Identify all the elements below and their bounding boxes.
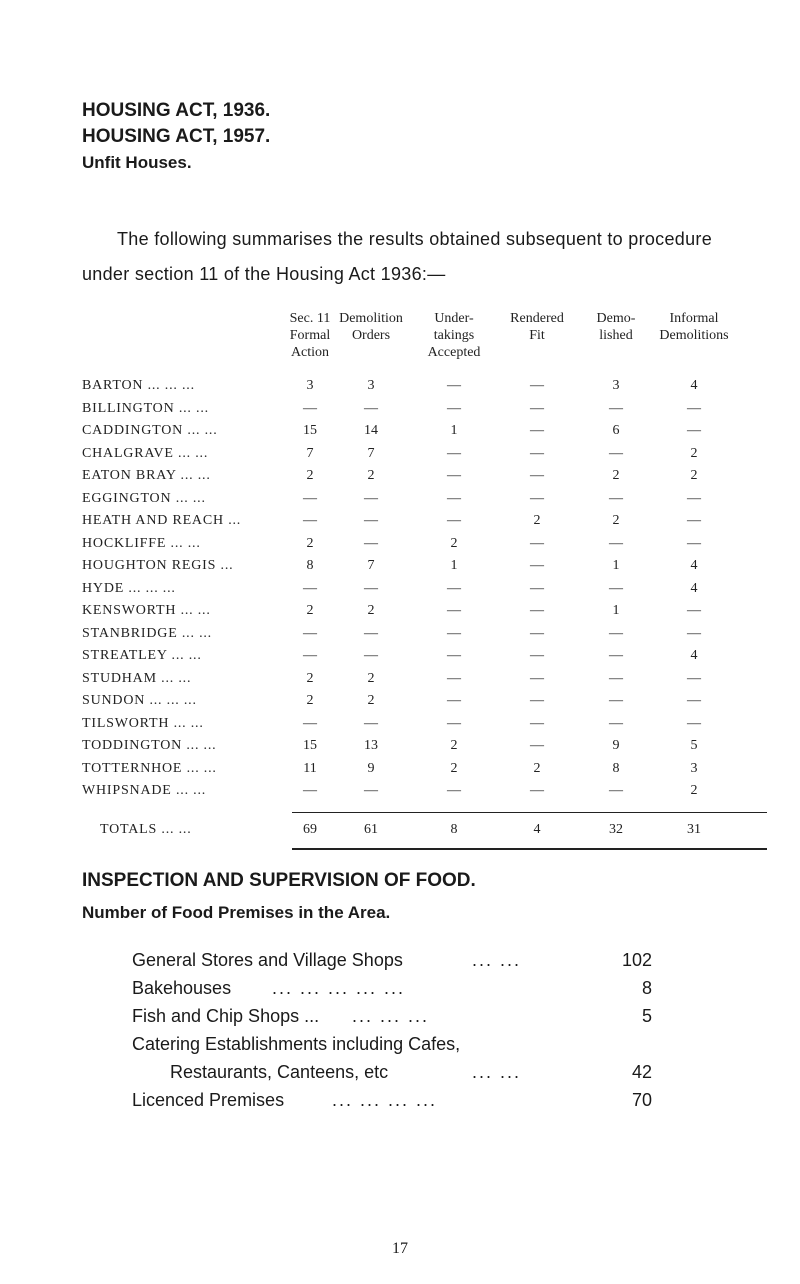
food-premises-item bbox=[132, 1006, 652, 1034]
table-cell: — bbox=[530, 558, 544, 573]
table-cell: — bbox=[530, 715, 544, 731]
table-row bbox=[82, 513, 772, 535]
table-cell: — bbox=[687, 670, 701, 686]
table-row bbox=[82, 738, 772, 760]
table-cell: — bbox=[530, 535, 544, 551]
column-header-line: Orders bbox=[351, 328, 391, 343]
row-leader-dots: ... ... ... bbox=[128, 580, 176, 596]
table-cell: 9 bbox=[612, 738, 620, 753]
table-cell: — bbox=[364, 648, 378, 663]
row-name-text: TOTTERNHOE bbox=[82, 760, 183, 776]
row-leader-dots: ... ... bbox=[186, 738, 217, 753]
table-row bbox=[82, 716, 772, 738]
heading-housing-act-1957: HOUSING ACT, 1957. bbox=[82, 126, 271, 147]
table-cell: — bbox=[447, 693, 461, 708]
food-premises-count: 8 bbox=[641, 978, 652, 998]
row-leader-dots: ... ... bbox=[173, 715, 204, 731]
table-cell: 2 bbox=[533, 513, 541, 528]
table-cell: 7 bbox=[367, 445, 375, 461]
table-cell: — bbox=[530, 468, 544, 483]
row-name bbox=[82, 581, 176, 597]
row-name-text: TOTALS bbox=[100, 821, 158, 837]
table-row bbox=[82, 446, 772, 468]
row-name-text: BILLINGTON bbox=[82, 400, 175, 416]
table-row bbox=[82, 491, 772, 513]
row-name bbox=[82, 491, 206, 507]
table-row bbox=[82, 761, 772, 783]
row-name-text: EGGINGTON bbox=[82, 490, 172, 506]
table-cell: — bbox=[447, 490, 461, 506]
row-name-text: WHIPSNADE bbox=[82, 783, 172, 798]
intro-line-1 bbox=[82, 222, 782, 257]
table-cell: 6 bbox=[612, 423, 620, 438]
table-cell: 2 bbox=[367, 468, 375, 483]
table-cell: 69 bbox=[303, 821, 317, 837]
column-header-line: Sec. 11 bbox=[289, 311, 331, 326]
table-cell: 3 bbox=[612, 378, 620, 393]
table-cell: 4 bbox=[690, 648, 698, 663]
column-header-line: Informal bbox=[669, 311, 719, 326]
totals-rule-bottom bbox=[292, 848, 767, 850]
row-name-text: HOUGHTON REGIS bbox=[82, 558, 217, 573]
row-name-text: HYDE bbox=[82, 580, 125, 596]
table-cell: 31 bbox=[687, 821, 701, 837]
row-name bbox=[82, 716, 204, 732]
table-cell: 2 bbox=[450, 535, 458, 551]
row-name-text: STANBRIDGE bbox=[82, 625, 178, 641]
table-cell: — bbox=[530, 648, 544, 663]
column-header-line: lished bbox=[599, 328, 633, 343]
row-leader-dots: ... ... bbox=[178, 400, 209, 416]
row-name bbox=[82, 378, 195, 394]
row-name-text: BARTON bbox=[82, 378, 144, 393]
row-leader-dots: ... ... bbox=[186, 760, 217, 776]
row-name-text: STUDHAM bbox=[82, 670, 157, 686]
table-cell: 13 bbox=[364, 738, 378, 753]
table-cell: — bbox=[687, 423, 701, 438]
table-cell: 4 bbox=[533, 821, 541, 837]
food-premises-count: 42 bbox=[631, 1062, 652, 1082]
table-cell: — bbox=[364, 400, 378, 416]
table-cell: — bbox=[447, 670, 461, 686]
food-premises-leader-dots: ... ... ... ... ... bbox=[272, 978, 406, 998]
row-name bbox=[82, 513, 241, 529]
table-cell: — bbox=[447, 378, 461, 393]
table-cell: — bbox=[447, 400, 461, 416]
column-header-line: Demolitions bbox=[659, 328, 729, 343]
table-cell: — bbox=[364, 490, 378, 506]
table-cell: — bbox=[364, 513, 378, 528]
table-cell: — bbox=[609, 670, 623, 686]
table-row bbox=[82, 603, 772, 625]
table-cell: — bbox=[447, 715, 461, 731]
row-leader-dots: ... ... bbox=[181, 625, 212, 641]
table-cell: — bbox=[303, 513, 317, 528]
table-cell: — bbox=[609, 535, 623, 551]
row-leader-dots: ... ... ... bbox=[147, 378, 195, 393]
table-cell: — bbox=[609, 783, 623, 798]
table-cell: 61 bbox=[364, 821, 378, 837]
heading-unfit-houses: Unfit Houses. bbox=[82, 153, 192, 172]
table-cell: — bbox=[609, 445, 623, 461]
table-row bbox=[82, 401, 772, 423]
table-row bbox=[82, 626, 772, 648]
table-cell: 2 bbox=[690, 445, 698, 461]
row-name bbox=[100, 822, 192, 838]
row-name-text: HEATH AND REACH bbox=[82, 513, 224, 528]
totals-rule-top bbox=[292, 812, 767, 813]
table-cell: 8 bbox=[306, 558, 314, 573]
table-cell: 2 bbox=[690, 468, 698, 483]
table-cell: — bbox=[364, 535, 378, 551]
table-cell: 8 bbox=[612, 760, 620, 776]
table-cell: — bbox=[303, 490, 317, 506]
table-cell: — bbox=[609, 400, 623, 416]
table-cell: — bbox=[447, 783, 461, 798]
table-cell: 7 bbox=[367, 558, 375, 573]
row-name bbox=[82, 783, 206, 799]
row-name bbox=[82, 693, 197, 709]
food-premises-label: Bakehouses bbox=[132, 978, 232, 998]
table-cell: 4 bbox=[690, 378, 698, 393]
table-cell: — bbox=[447, 445, 461, 461]
page-number: 17 bbox=[392, 1240, 408, 1257]
row-name bbox=[82, 423, 218, 439]
table-cell: — bbox=[364, 580, 378, 596]
row-name bbox=[82, 536, 201, 552]
food-premises-label: Restaurants, Canteens, etc bbox=[170, 1062, 389, 1082]
table-cell: — bbox=[364, 783, 378, 798]
table-cell: — bbox=[447, 603, 461, 618]
table-cell: — bbox=[609, 648, 623, 663]
table-cell: — bbox=[364, 715, 378, 731]
table-cell: — bbox=[530, 580, 544, 596]
table-cell: 2 bbox=[690, 783, 698, 798]
food-premises-leader-dots: ... ... bbox=[472, 950, 522, 970]
table-cell: — bbox=[303, 625, 317, 641]
table-cell: — bbox=[447, 513, 461, 528]
column-header-line: Demolition bbox=[339, 311, 403, 326]
table-cell: 3 bbox=[690, 760, 698, 776]
row-leader-dots: ... ... bbox=[170, 535, 201, 551]
row-name-text: TILSWORTH bbox=[82, 715, 170, 731]
row-leader-dots: ... ... bbox=[180, 603, 211, 618]
table-cell: — bbox=[447, 625, 461, 641]
table-cell: — bbox=[687, 400, 701, 416]
table-cell: — bbox=[530, 693, 544, 708]
table-cell: 15 bbox=[303, 738, 317, 753]
row-name bbox=[82, 761, 217, 777]
table-cell: 3 bbox=[367, 378, 375, 393]
row-name bbox=[82, 648, 202, 664]
table-cell: 14 bbox=[364, 423, 378, 438]
table-row bbox=[82, 468, 772, 490]
table-cell: 2 bbox=[612, 513, 620, 528]
row-name bbox=[82, 626, 212, 642]
row-name-text: KENSWORTH bbox=[82, 603, 177, 618]
food-premises-leader-dots: ... ... ... ... bbox=[332, 1090, 438, 1110]
table-cell: — bbox=[530, 603, 544, 618]
table-cell: 5 bbox=[690, 738, 698, 753]
table-row bbox=[82, 648, 772, 670]
table-row bbox=[82, 693, 772, 715]
row-leader-dots: ... ... bbox=[161, 821, 192, 837]
food-premises-label: Licenced Premises bbox=[132, 1090, 285, 1110]
table-cell: — bbox=[530, 670, 544, 686]
row-leader-dots: ... ... bbox=[178, 445, 209, 461]
column-header-line: Action bbox=[290, 345, 330, 360]
row-name bbox=[82, 603, 211, 619]
food-premises-item bbox=[132, 978, 652, 1006]
row-name-text: CADDINGTON bbox=[82, 423, 184, 438]
column-header-line: Under- bbox=[434, 311, 474, 326]
row-name-text: CHALGRAVE bbox=[82, 445, 174, 461]
table-cell: — bbox=[687, 535, 701, 551]
row-leader-dots: ... bbox=[228, 513, 242, 528]
table-cell: — bbox=[609, 715, 623, 731]
table-cell: — bbox=[303, 648, 317, 663]
food-premises-item bbox=[132, 1062, 652, 1090]
table-cell: — bbox=[609, 490, 623, 506]
table-cell: 2 bbox=[306, 693, 314, 708]
row-leader-dots: ... bbox=[220, 558, 234, 573]
table-cell: 2 bbox=[367, 670, 375, 686]
column-header-5 bbox=[644, 310, 744, 370]
table-cell: — bbox=[303, 783, 317, 798]
table-cell: 15 bbox=[303, 423, 317, 438]
table-cell: — bbox=[303, 580, 317, 596]
row-name bbox=[82, 401, 209, 417]
food-inspection-heading: INSPECTION AND SUPERVISION OF FOOD. bbox=[82, 870, 476, 891]
intro-line-1-text: The following summarises the results obtained subsequent to procedure bbox=[117, 229, 713, 249]
table-cell: — bbox=[687, 715, 701, 731]
table-cell: — bbox=[530, 738, 544, 753]
table-cell: — bbox=[609, 625, 623, 641]
table-cell: 7 bbox=[306, 445, 314, 461]
column-header-line: takings bbox=[433, 328, 475, 343]
row-name-text: STREATLEY bbox=[82, 648, 168, 663]
table-cell: — bbox=[530, 783, 544, 798]
table-cell: 1 bbox=[612, 603, 620, 618]
table-cell: 2 bbox=[612, 468, 620, 483]
table-cell: 1 bbox=[612, 558, 620, 573]
table-cell: 8 bbox=[450, 821, 458, 837]
row-name-text: SUNDON bbox=[82, 693, 146, 708]
table-cell: — bbox=[687, 490, 701, 506]
table-cell: 2 bbox=[533, 760, 541, 776]
row-name-text: TODDINGTON bbox=[82, 738, 183, 753]
table-cell: 2 bbox=[450, 760, 458, 776]
food-premises-item bbox=[132, 1034, 652, 1062]
table-row bbox=[82, 378, 772, 400]
food-premises-count: 5 bbox=[641, 1006, 652, 1026]
table-cell: 3 bbox=[306, 378, 314, 393]
row-name-text: EATON BRAY bbox=[82, 468, 177, 483]
row-name bbox=[82, 468, 211, 484]
table-cell: 2 bbox=[306, 535, 314, 551]
column-header-line: Fit bbox=[529, 328, 545, 343]
table-cell: — bbox=[687, 693, 701, 708]
table-cell: — bbox=[530, 378, 544, 393]
table-cell: — bbox=[530, 490, 544, 506]
row-leader-dots: ... ... bbox=[175, 783, 207, 798]
row-leader-dots: ... ... bbox=[180, 468, 211, 483]
table-cell: — bbox=[687, 513, 701, 528]
table-cell: 2 bbox=[367, 603, 375, 618]
food-premises-count: 70 bbox=[631, 1090, 652, 1110]
table-cell: — bbox=[447, 580, 461, 596]
table-cell: — bbox=[687, 603, 701, 618]
table-cell: 2 bbox=[306, 468, 314, 483]
food-premises-subheading: Number of Food Premises in the Area. bbox=[82, 903, 391, 922]
table-cell: 2 bbox=[450, 738, 458, 753]
table-cell: 9 bbox=[367, 760, 375, 776]
row-leader-dots: ... ... bbox=[187, 423, 218, 438]
table-cell: — bbox=[530, 625, 544, 641]
heading-housing-act-1936: HOUSING ACT, 1936. bbox=[82, 100, 271, 121]
table-cell: — bbox=[609, 693, 623, 708]
table-cell: — bbox=[687, 625, 701, 641]
food-premises-item bbox=[132, 950, 652, 978]
row-leader-dots: ... ... bbox=[161, 670, 192, 686]
column-header-line: Rendered bbox=[510, 311, 564, 326]
row-name bbox=[82, 446, 208, 462]
table-row bbox=[82, 423, 772, 445]
column-header-line: Demo- bbox=[596, 311, 636, 326]
row-name bbox=[82, 558, 233, 574]
table-cell: — bbox=[609, 580, 623, 596]
table-cell: 4 bbox=[690, 580, 698, 596]
food-premises-list bbox=[132, 950, 652, 1118]
food-premises-count: 102 bbox=[621, 950, 652, 970]
food-premises-leader-dots: ... ... bbox=[472, 1062, 522, 1082]
food-premises-leader-dots: ... ... ... bbox=[352, 1006, 430, 1026]
table-cell: — bbox=[303, 715, 317, 731]
row-name bbox=[82, 671, 191, 687]
table-cell: — bbox=[447, 648, 461, 663]
table-cell: 2 bbox=[306, 603, 314, 618]
column-header-line: Formal bbox=[289, 328, 331, 343]
row-name bbox=[82, 738, 216, 754]
table-row bbox=[82, 581, 772, 603]
totals-row bbox=[82, 822, 772, 844]
column-header-line: Accepted bbox=[427, 345, 481, 360]
row-leader-dots: ... ... bbox=[171, 648, 202, 663]
table-cell: — bbox=[530, 423, 544, 438]
food-premises-label: General Stores and Village Shops bbox=[132, 950, 403, 970]
table-cell: 4 bbox=[690, 558, 698, 573]
row-leader-dots: ... ... bbox=[175, 490, 206, 506]
food-premises-item bbox=[132, 1090, 652, 1118]
intro-line-2: under section 11 of the Housing Act 1936:— bbox=[82, 264, 446, 284]
row-leader-dots: ... ... ... bbox=[149, 693, 197, 708]
table-cell: — bbox=[530, 400, 544, 416]
table-cell: 2 bbox=[367, 693, 375, 708]
intro-paragraph bbox=[82, 222, 782, 292]
row-name-text: HOCKLIFFE bbox=[82, 535, 167, 551]
table-cell: — bbox=[303, 400, 317, 416]
table-row bbox=[82, 671, 772, 693]
table-cell: 1 bbox=[450, 423, 458, 438]
table-cell: 32 bbox=[609, 821, 623, 837]
table-row bbox=[82, 536, 772, 558]
table-cell: 11 bbox=[303, 760, 317, 776]
table-cell: — bbox=[364, 625, 378, 641]
food-premises-label: Catering Establishments including Cafes, bbox=[132, 1034, 461, 1054]
table-cell: — bbox=[530, 445, 544, 461]
table-cell: — bbox=[447, 468, 461, 483]
table-cell: 2 bbox=[306, 670, 314, 686]
table-cell: 1 bbox=[450, 558, 458, 573]
food-premises-label: Fish and Chip Shops ... bbox=[132, 1006, 320, 1026]
table-row bbox=[82, 558, 772, 580]
table-row bbox=[82, 783, 772, 805]
